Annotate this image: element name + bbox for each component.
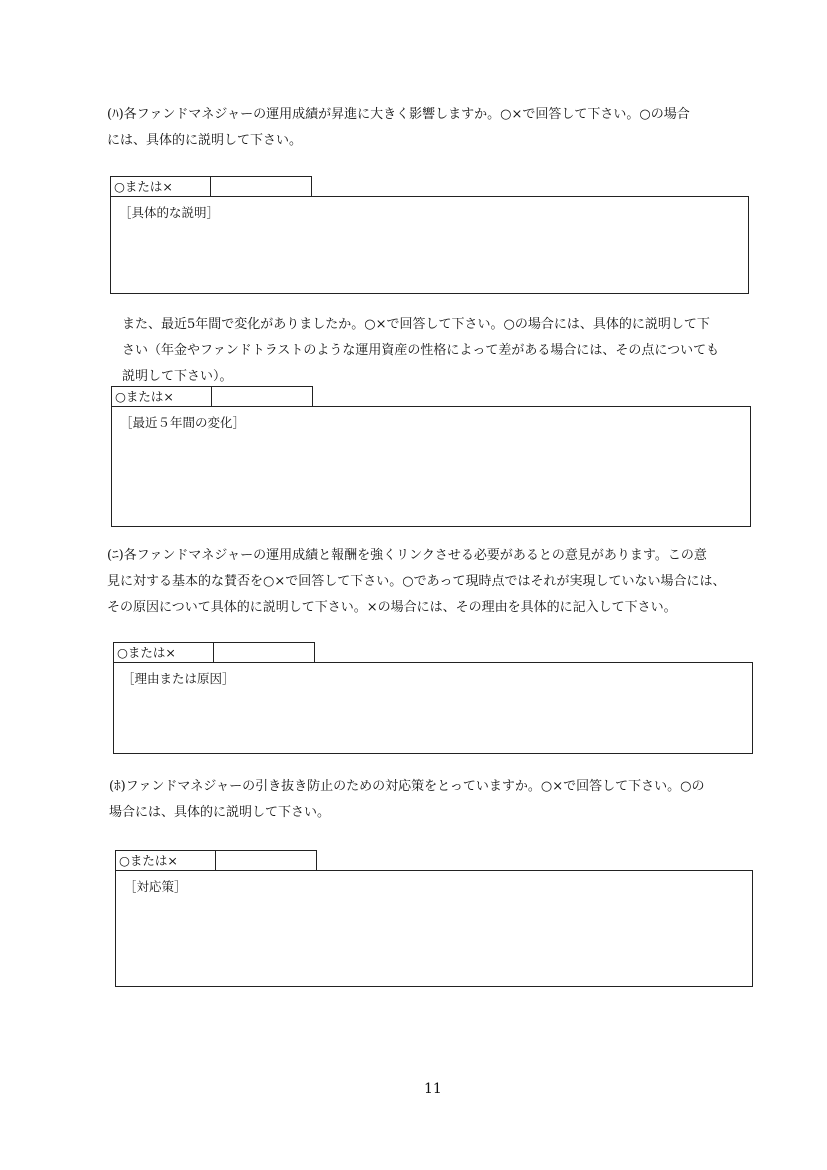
explanation-box-ni[interactable] — [113, 662, 753, 754]
answer-label: ○または× — [112, 387, 212, 407]
question-line: また、最近5年間で変化がありましたか。○×で回答して下さい。○の場合には、具体的に説明して下 — [122, 317, 710, 332]
question-ho — [109, 774, 769, 826]
box-header: ［理由または原因］ — [122, 671, 235, 686]
question-line: には、具体的に説明して下さい。 — [107, 133, 303, 148]
box-header: ［対応策］ — [124, 879, 187, 894]
page-number: 11 — [424, 1081, 442, 1097]
answer-label: ○または× — [116, 851, 216, 871]
explanation-box-change[interactable] — [111, 406, 751, 527]
explanation-box-ho[interactable] — [115, 870, 753, 987]
question-ni — [107, 543, 767, 621]
question-line: (ﾊ)各ファンドマネジャーの運用成績が昇進に大きく影響しますか。○×で回答して下さい。○の場合 — [107, 107, 690, 122]
explanation-box-ha[interactable] — [110, 196, 749, 294]
answer-field[interactable] — [214, 643, 314, 663]
question-line: さい（年金やファンドトラストのような運用資産の性格によって差がある場合には、その点についても — [122, 343, 720, 358]
question-line: 場合には、具体的に説明して下さい。 — [109, 805, 331, 820]
answer-label: ○または× — [114, 643, 214, 663]
answer-tab-ni — [113, 642, 315, 663]
answer-field[interactable] — [212, 387, 312, 407]
question-line: (ﾆ)各ファンドマネジャーの運用成績と報酬を強くリンクさせる必要があるとの意見があります。この意 — [107, 548, 707, 563]
question-line: その原因について具体的に説明して下さい。×の場合には、その理由を具体的に記入して下さい。 — [107, 600, 677, 615]
question-line: 見に対する基本的な賛否を○×で回答して下さい。○であって現時点ではそれが実現していない場合には、 — [107, 574, 726, 589]
box-header: ［最近５年間の変化］ — [120, 415, 246, 430]
answer-field[interactable] — [216, 851, 316, 871]
question-line: 説明して下さい）。 — [122, 369, 233, 384]
answer-tab-ho — [115, 850, 317, 871]
answer-label: ○または× — [111, 177, 211, 197]
question-change — [122, 312, 762, 390]
answer-tab-change — [111, 386, 313, 407]
answer-tab-ha — [110, 176, 312, 197]
question-line: (ﾎ)ファンドマネジャーの引き抜き防止のための対応策をとっていますか。○×で回答して下さい。○の — [109, 779, 705, 794]
box-header: ［具体的な説明］ — [119, 205, 220, 220]
question-ha — [107, 102, 757, 154]
answer-field[interactable] — [211, 177, 311, 197]
